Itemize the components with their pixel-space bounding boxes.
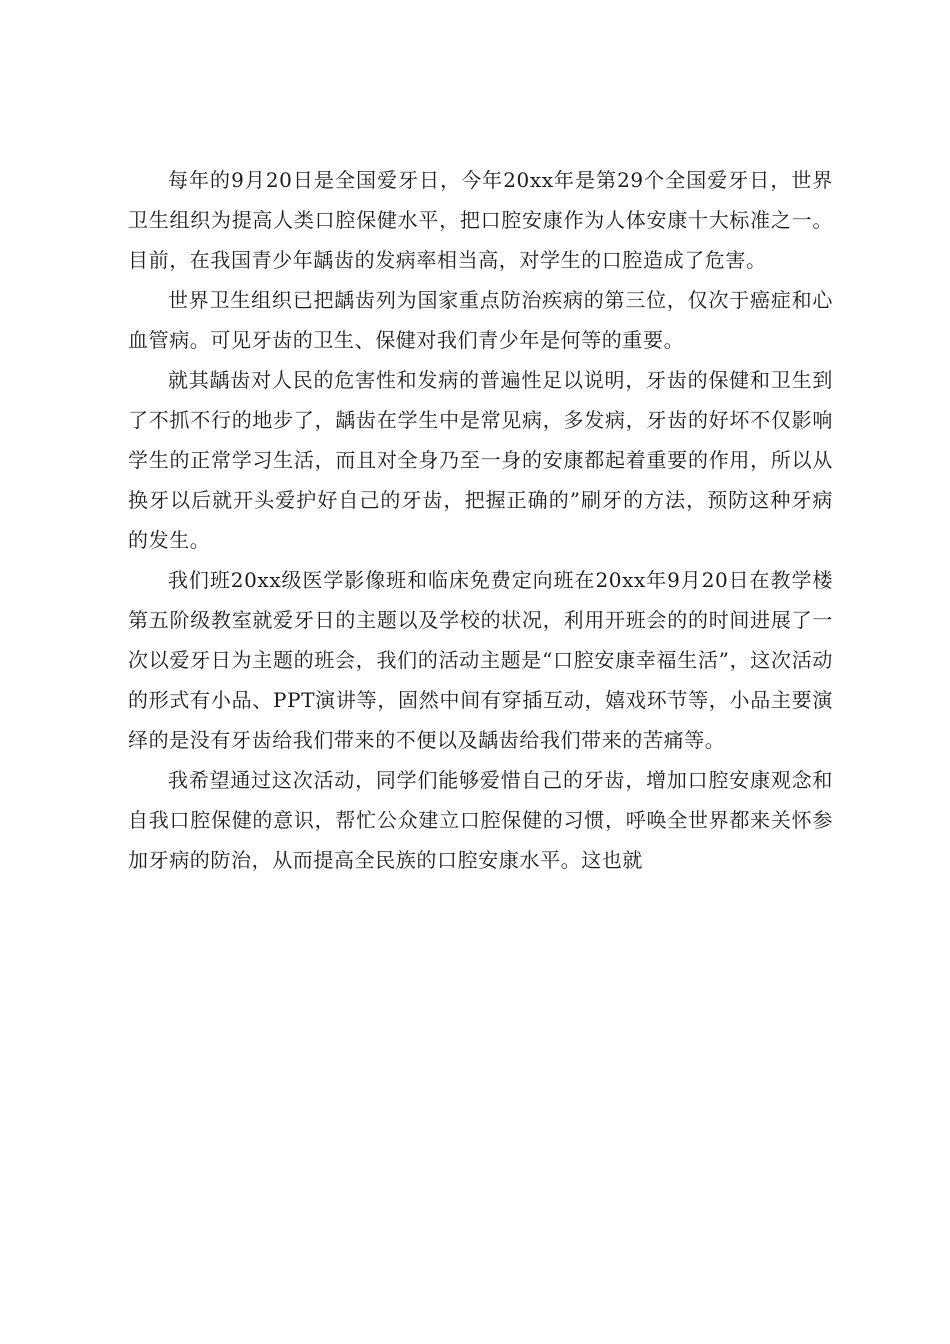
- paragraph-3: 就其龋齿对人民的危害性和发病的普遍性足以说明，牙齿的保健和卫生到了不抓不行的地步了，龋齿在学生中是常见病，多发病，牙齿的好坏不仅影响学生的正常学习生活，而且对全身乃至一身的安康都起着重要的作用，所以从换牙以后就开头爱护好自己的牙齿，把握正确的”刷牙的方法，预防这种牙病的发生。: [128, 368, 833, 552]
- paragraph-1: 每年的9月20日是全国爱牙日，今年20xx年是第29个全国爱牙日，世界卫生组织为提高人类口腔保健水平，把口腔安康作为人体安康十大标准之一。目前，在我国青少年龋齿的发病率相当高，对学生的口腔造成了危害。: [128, 168, 833, 272]
- paragraph-5: 我希望通过这次活动，同学们能够爱惜自己的牙齿，增加口腔安康观念和自我口腔保健的意识，帮忙公众建立口腔保健的习惯，呼唤全世界都来关怀参加牙病的防治，从而提高全民族的口腔安康水平。这也就: [128, 768, 833, 872]
- document-body: [128, 160, 833, 880]
- paragraph-2: 世界卫生组织已把龋齿列为国家重点防治疾病的第三位，仅次于癌症和心血管病。可见牙齿的卫生、保健对我们青少年是何等的重要。: [128, 288, 833, 352]
- paragraph-4: 我们班20xx级医学影像班和临床免费定向班在20xx年9月20日在教学楼第五阶级教室就爱牙日的主题以及学校的状况，利用开班会的的时间进展了一次以爱牙日为主题的班会，我们的活动主题是“口腔安康幸福生活”，这次活动的形式有小品、PPT演讲等，固然中间有穿插互动，嬉戏环节等，小品主要演绎的是没有牙齿给我们带来的不便以及龋齿给我们带来的苦痛等。: [128, 568, 833, 752]
